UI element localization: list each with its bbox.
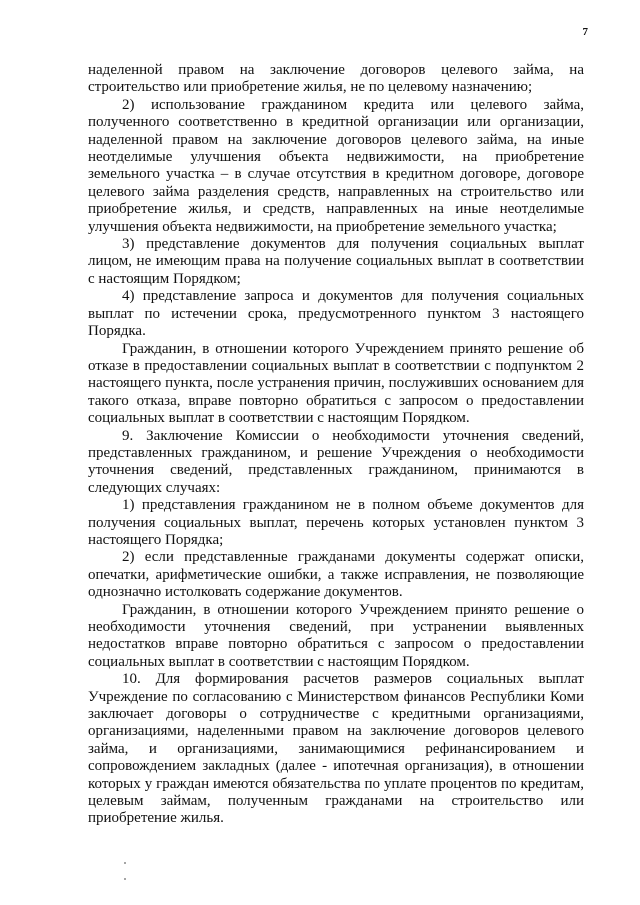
paragraph-item-4: 4) представление запроса и документов для получения социальных выплат по истечении срока, предусмотренного пунктом 3 настоящего Порядка. [88, 288, 584, 340]
page-number: 7 [582, 26, 588, 38]
paragraph-section-9: 9. Заключение Комиссии о необходимости уточнения сведений, представленных гражданином, и решение Учреждения о необходимости уточнения сведений, представленных гражданином, принимаются в следующих случаях: [88, 427, 584, 496]
paragraph-section-9-item-1: 1) представления гражданином не в полном объеме документов для получения социальных выплат, перечень которых установлен пунктом 3 настоящего Порядка; [88, 497, 584, 548]
document-body [88, 62, 584, 828]
scan-artifact [124, 862, 126, 864]
scan-artifact [124, 878, 126, 880]
paragraph-refusal-resubmit: Гражданин, в отношении которого Учреждением принято решение об отказе в предоставлении социальных выплат в соответствии с подпунктом 2 настоящего пункта, после устранения причин, послуживших основанием для такого отказа, вправе повторно обратиться с запросом о предоставлении социальных выплат в соответствии с настоящим Порядком. [88, 340, 584, 427]
paragraph-continuation: наделенной правом на заключение договоров целевого займа, на строительство или приобретение жилья, не по целевому назначению; [88, 62, 584, 96]
paragraph-section-10: 10. Для формирования расчетов размеров социальных выплат Учреждение по согласованию с Министерством финансов Республики Коми заключает договоры о сотрудничестве с кредитными организациями, организациями, наделенными правом на заключение договоров целевого займа, и организациями, занимающимися рефинансированием и сопровождением закладных (далее - ипотечная организация), в отношении которых у граждан имеются обязательства по уплате процентов по кредитам, целевым займам, полученным гражданами на строительство или приобретение жилья. [88, 671, 584, 827]
paragraph-section-9-item-2: 2) если представленные гражданами документы содержат описки, опечатки, арифметические ошибки, а также исправления, не позволяющие однозначно истолковать содержание документов. [88, 549, 584, 601]
paragraph-clarification-resubmit: Гражданин, в отношении которого Учреждением принято решение о необходимости уточнения сведений, при устранении выявленных недостатков вправе повторно обратиться с запросом о предоставлении социальных выплат в соответствии с настоящим Порядком. [88, 601, 584, 670]
paragraph-item-3: 3) представление документов для получения социальных выплат лицом, не имеющим права на получение социальных выплат в соответствии с настоящим Порядком; [88, 236, 584, 287]
paragraph-item-2: 2) использование гражданином кредита или целевого займа, полученного соответственно в кредитной организации или организации, наделенной правом на заключение договоров целевого займа, на иные неотделимые улучшения объекта недвижимости, на приобретение земельного участка – в случае отсутствия в кредитном договоре, договоре целевого займа разделения средств, направленных на строительство или приобретение жилья, и средств, направленных на иные неотделимые улучшения объекта недвижимости, на приобретение земельного участка; [88, 96, 584, 235]
